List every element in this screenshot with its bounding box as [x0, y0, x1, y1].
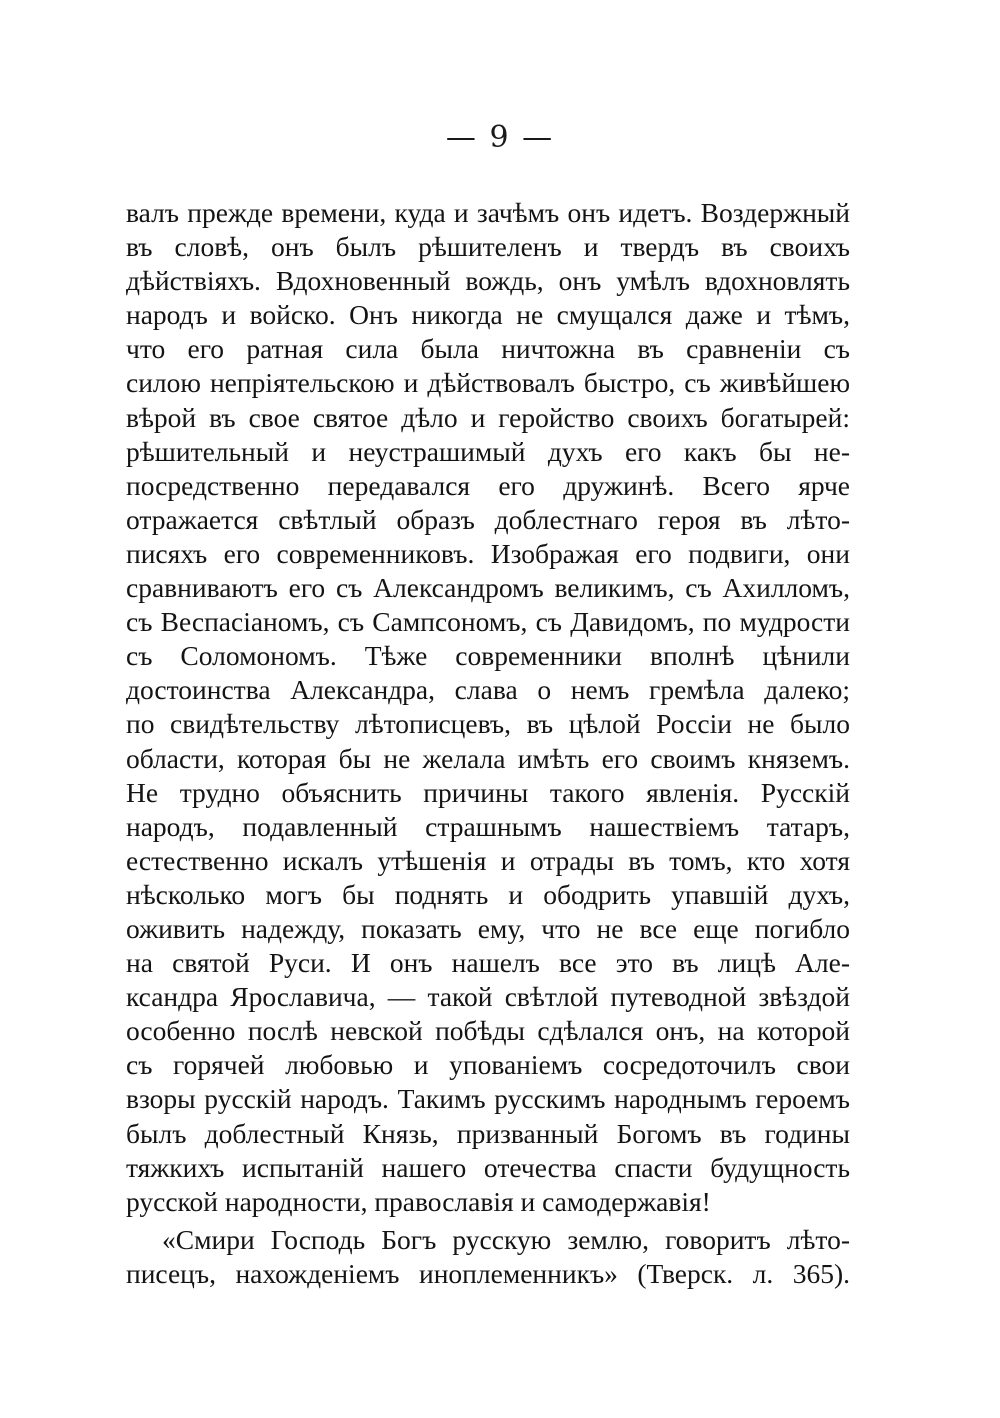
text-line: ксандра Ярославича, — такой свѣтлой путеводной звѣздой: [126, 981, 850, 1013]
text-line: взоры русскiй народъ. Такимъ русскимъ народнымъ героемъ: [126, 1083, 850, 1115]
text-line: съ горячей любовью и упованiемъ сосредоточилъ свои: [126, 1049, 850, 1081]
text-line: писецъ, нахожденiемъ иноплеменникъ» (Тверск. л. 365).: [126, 1257, 850, 1289]
text-line: съ Веспасiаномъ, съ Сампсономъ, съ Давидомъ, по мудрости: [126, 606, 850, 638]
page-number: — 9 —: [445, 120, 555, 155]
text-line: сравниваютъ его съ Александромъ великимъ, съ Ахилломъ,: [126, 572, 850, 604]
text-line: области, которая бы не желала имѣть его своимъ княземъ.: [126, 742, 850, 774]
text-line: въ словѣ, онъ былъ рѣшителенъ и твердъ въ своихъ: [126, 231, 850, 263]
body-text: [126, 196, 850, 1291]
text-line: на святой Руси. И онъ нашелъ все это въ лицѣ Але-: [126, 947, 850, 979]
text-line: естественно искалъ утѣшенiя и отрады въ томъ, кто хотя: [126, 844, 850, 876]
text-line: съ Соломономъ. Тѣже современники вполнѣ цѣнили: [126, 640, 850, 672]
text-line: что его ратная сила была ничтожна въ сравненiи съ: [126, 333, 850, 365]
text-line: былъ доблестный Князь, призванный Богомъ въ годины: [126, 1117, 850, 1149]
text-line: Не трудно объяснить причины такого явленiя. Русскiй: [126, 776, 850, 808]
text-line: достоинства Александра, слава о немъ гремѣла далеко;: [126, 674, 850, 706]
text-line: дѣйствiяхъ. Вдохновенный вождь, онъ умѣлъ вдохновлять: [126, 265, 850, 297]
text-line: отражается свѣтлый образъ доблестнаго героя въ лѣто-: [126, 503, 850, 535]
text-line: рѣшительный и неустрашимый духъ его какъ бы не-: [126, 435, 850, 467]
text-line: оживить надежду, показать ему, что не все еще погибло: [126, 912, 850, 944]
text-line: нѣсколько могъ бы поднять и ободрить упавшiй духъ,: [126, 878, 850, 910]
paragraph-1: [126, 196, 850, 1219]
text-line: вѣрой въ свое святое дѣло и геройство своихъ богатырей:: [126, 401, 850, 433]
text-line: народъ и войско. Онъ никогда не смущался даже и тѣмъ,: [126, 299, 850, 331]
text-line: русской народности, православiя и самодержавiя!: [126, 1185, 711, 1217]
text-line: «Смири Господь Богъ русскую землю, говоритъ лѣто-: [162, 1223, 850, 1255]
text-line: валъ прежде времени, куда и зачѣмъ онъ идетъ. Воздержный: [126, 197, 850, 228]
text-line: народъ, подавленный страшнымъ нашествiемъ татаръ,: [126, 810, 850, 842]
text-line: по свидѣтельству лѣтописцевъ, въ цѣлой Россiи не было: [126, 708, 850, 740]
text-line: особенно послѣ невской побѣды сдѣлался онъ, на которой: [126, 1015, 850, 1047]
text-line: посредственно передавался его дружинѣ. Всего ярче: [126, 469, 850, 501]
text-line: писяхъ его современниковъ. Изображая его подвиги, они: [126, 537, 850, 569]
paragraph-2: [126, 1223, 850, 1291]
text-line: тяжкихъ испытанiй нашего отечества спасти будущность: [126, 1151, 850, 1183]
text-line: силою непрiятельскою и дѣйствовалъ быстро, съ живѣйшею: [126, 367, 850, 399]
